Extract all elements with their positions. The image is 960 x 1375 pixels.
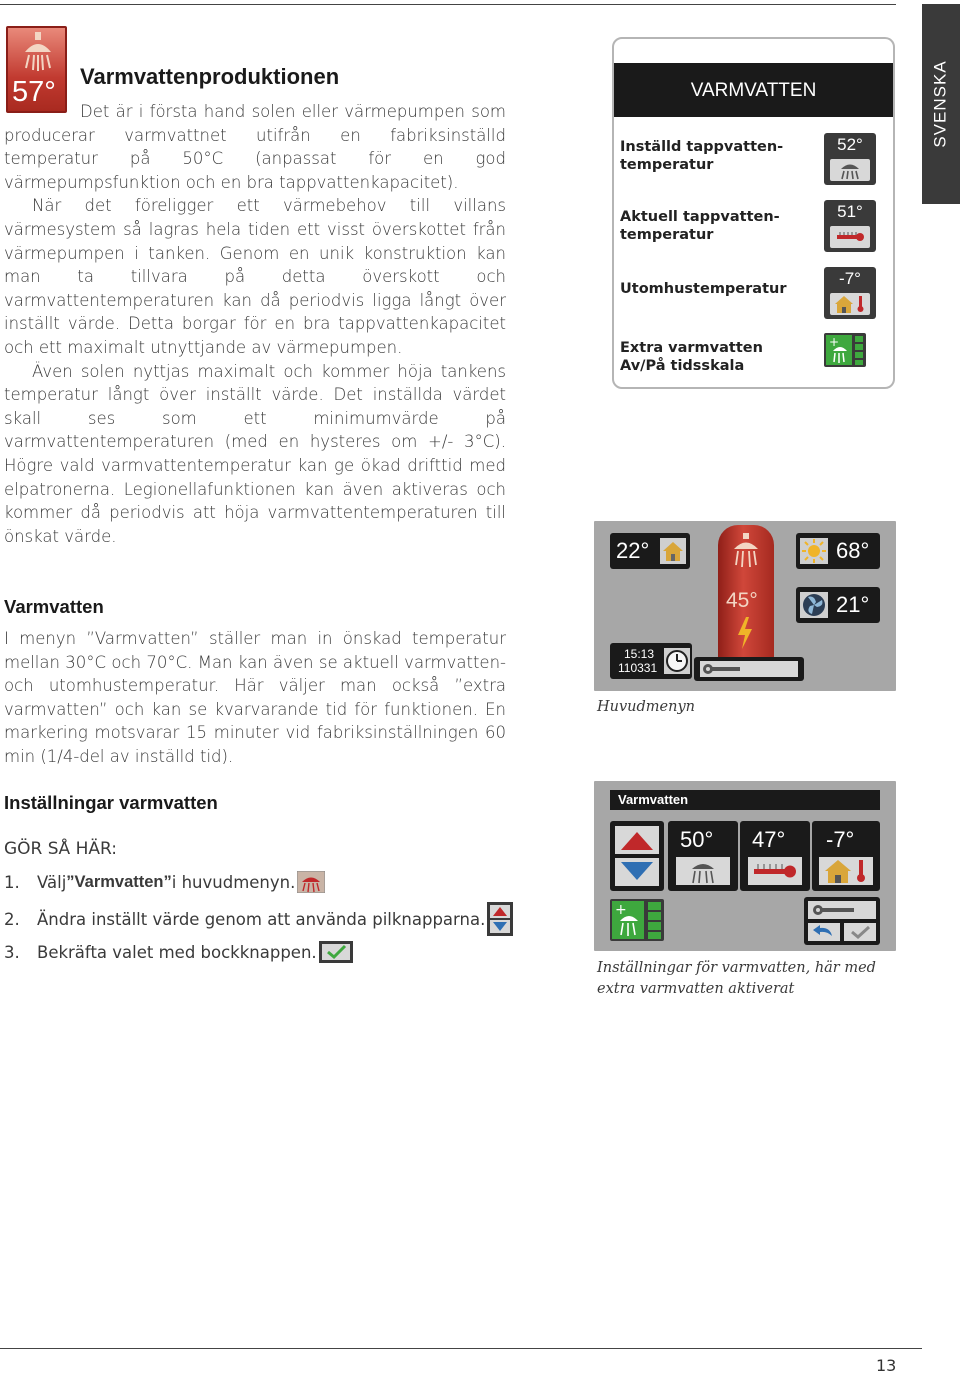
row-label-outdoor-temp: Utomhustemperatur (620, 281, 787, 297)
sun-icon (800, 538, 828, 564)
checkmark-icon (319, 941, 353, 963)
tank-button[interactable] (718, 525, 774, 673)
shower-icon (676, 857, 730, 885)
clock-icon (664, 648, 690, 674)
main-menu-caption: Huvudmenyn (597, 699, 695, 715)
paragraph-3: Även solen nyttjas maximalt och kommer höja tankens temperatur långt över inställt värde. Det inställda värdet skall ses som ett minimumvärde på varmvattentemperaturen (med en hysteres om +/- 3°C). Högre vald varmvattentemperatur kan ge ökad drifttid med elpatronerna. Legionellafunktionen kan även aktiveras och kommer då periodvis att höja varmvattentemperaturen till önskat värde. (4, 361, 506, 546)
howto-label: GÖR SÅ HÄR: (4, 839, 118, 859)
shower-icon (830, 159, 870, 181)
set-temp-tile[interactable]: 52° (824, 133, 876, 185)
page-number: 13 (876, 1356, 897, 1375)
actual-temp-tile: 47° (740, 821, 810, 891)
settings-screen (594, 781, 896, 951)
solar-temp-tile[interactable]: 68° (796, 533, 880, 569)
step-1: 1. Välj ”Varmvatten” i huvudmenyn. (4, 871, 325, 893)
arrow-button-group (610, 821, 664, 891)
row-label-actual-temp: Aktuell tappvatten- temperatur (620, 209, 780, 243)
hero-temperature: 57° (12, 76, 56, 108)
section-title-installningar: Inställningar varmvatten (4, 792, 218, 813)
lightning-icon (736, 617, 754, 649)
action-button-group (804, 897, 880, 945)
step-2: 2. Ändra inställt värde genom att använda pilknapparna. (4, 902, 513, 936)
arrow-buttons-icon (487, 902, 513, 936)
svg-text:+: + (829, 335, 840, 349)
outdoor-temp-tile: -7° (812, 821, 880, 891)
wrench-icon[interactable] (808, 901, 876, 919)
settings-screen-title: Varmvatten (610, 790, 880, 810)
paragraph-2: När det föreligger ett värmebehov till villans värmesystem så lagras hela tiden ett visst överskottet från värmepumpen i tanken. Genom en unik konstruktion kan man ta tillvara på detta överskott och varmvattentemperaturen kan då periodvis ligga långt över inställt värde. Detta borgar för en bra tappvattenkapacitet och ett maximalt utnyttjande av värmepumpen. (4, 196, 506, 357)
checkmark-icon[interactable] (844, 923, 876, 941)
panel-header: VARMVATTEN (614, 63, 893, 117)
settings-button[interactable] (694, 657, 804, 681)
extra-hot-water-button[interactable] (824, 333, 866, 367)
shower-icon (732, 533, 760, 569)
main-menu-screen (594, 521, 896, 691)
settings-caption: Inställningar för varmvatten, här med extra varmvatten aktiverat (597, 960, 876, 997)
outdoor-temp-tile: -7° (824, 267, 876, 319)
intro-text (4, 100, 506, 548)
language-tab: SVENSKA (922, 4, 960, 204)
extra-hot-water-icon (610, 899, 664, 941)
tank-temperature: 45° (726, 589, 758, 612)
section2-body: I menyn ”Varmvatten” ställer man in önskad temperatur mellan 30°C och 70°C. Man kan även se aktuell varmvatten- och utomhustemperatur. Här väljer man också ”extra varmvatten” och kan se kvarvarande tid för funktionen. En markering motsvarar 15 minuter vid fabriksinställningen 60 min (1/4-del av inställd tid). (4, 629, 506, 766)
bottom-rule (0, 1348, 922, 1349)
extra-hot-water-icon (824, 333, 866, 367)
extra-hot-water-button[interactable] (610, 899, 664, 941)
varmvatten-panel (612, 37, 895, 389)
arrow-buttons-icon[interactable] (615, 826, 659, 886)
paragraph-1: Det är i första hand solen eller värmepumpen som producerar varmvattnet utifrån en fabriksinställd temperatur på 50°C (anpassat för en god värmepumpsfunktion och en bra tappvattenkapacitet). (4, 102, 506, 192)
room-temp-tile[interactable]: 22° (610, 533, 690, 569)
top-rule (0, 4, 896, 5)
house-thermometer-icon (819, 857, 873, 885)
row-label-extra-hot-water: Extra varmvatten Av/På tidsskala (620, 340, 763, 374)
section-title-varmvattenproduktionen: Varmvattenproduktionen (80, 64, 340, 89)
thermometer-icon (748, 857, 802, 885)
house-icon (660, 538, 686, 564)
step-3: 3. Bekräfta valet med bockknappen. (4, 941, 353, 963)
house-thermometer-icon (830, 293, 870, 315)
shower-icon (297, 871, 325, 893)
thermometer-icon (830, 226, 870, 248)
fan-icon (800, 592, 828, 618)
actual-temp-tile: 51° (824, 200, 876, 252)
section-title-varmvatten: Varmvatten (4, 596, 104, 617)
heatpump-temp-tile[interactable]: 21° (796, 587, 880, 623)
clock-tile[interactable]: 15:13 110331 (610, 643, 692, 679)
row-label-set-temp: Inställd tappvatten- temperatur (620, 139, 784, 173)
svg-text:+: + (615, 902, 627, 918)
back-icon[interactable] (808, 923, 840, 941)
set-temp-tile[interactable]: 50° (668, 821, 738, 891)
wrench-icon (700, 661, 798, 677)
shower-icon (22, 32, 54, 74)
